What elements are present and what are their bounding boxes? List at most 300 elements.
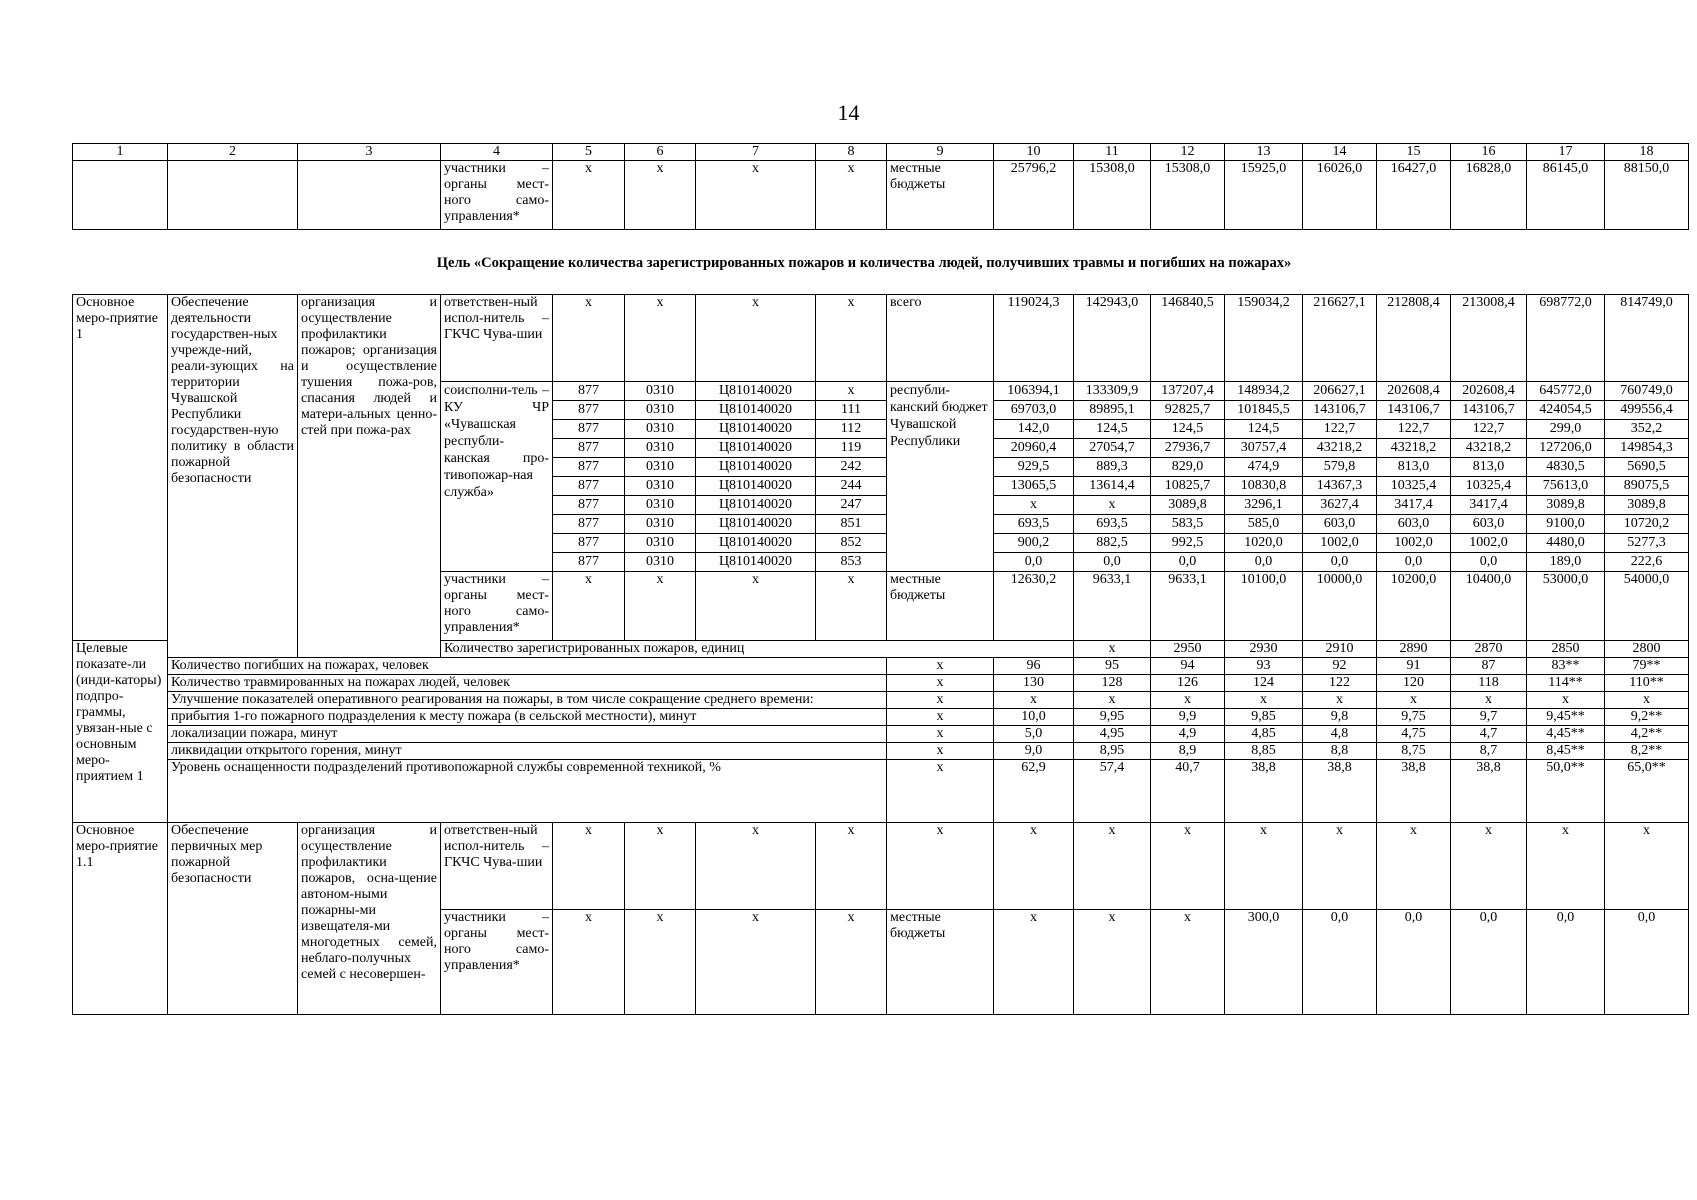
indicator-value-cell: 110** (1605, 675, 1689, 692)
amount-cell: 106394,1 (994, 382, 1074, 401)
indicator-row (73, 675, 1689, 692)
funding-source-cell: местные бюджеты (887, 910, 994, 1015)
code-cell: Ц810140020 (696, 420, 816, 439)
code-cell: 877 (553, 534, 625, 553)
amount-cell: x (1074, 496, 1151, 515)
amount-cell: 698772,0 (1527, 295, 1605, 382)
amount-cell: 9100,0 (1527, 515, 1605, 534)
indicator-name-cell: прибытия 1-го пожарного подразделения к месту пожара (в сельской местности), минут (168, 709, 887, 726)
code-cell: 242 (816, 458, 887, 477)
measure1-responsible-row (73, 295, 1689, 382)
indicator-value-cell: 38,8 (1225, 760, 1303, 823)
indicator-row (73, 658, 1689, 675)
code-cell: 853 (816, 553, 887, 572)
indicator-value-cell: 65,0** (1605, 760, 1689, 823)
indicator-value-cell: 2890 (1377, 641, 1451, 658)
amount-cell: x (1225, 823, 1303, 910)
code-cell: 0310 (625, 477, 696, 496)
indicator-value-cell: 2930 (1225, 641, 1303, 658)
funding-source-cell: республи-канский бюджет Чувашской Республики (887, 382, 994, 572)
amount-cell: 424054,5 (1527, 401, 1605, 420)
amount-cell: x (1074, 823, 1151, 910)
column-number-cell: 12 (1151, 144, 1225, 161)
amount-cell: 3296,1 (1225, 496, 1303, 515)
amount-cell: x (1151, 823, 1225, 910)
amount-cell: 0,0 (1605, 910, 1689, 1015)
indicator-value-cell: 9,95 (1074, 709, 1151, 726)
indicator-value-cell: 2950 (1151, 641, 1225, 658)
amount-cell: 4480,0 (1527, 534, 1605, 553)
indicator-value-cell: 4,45** (1527, 726, 1605, 743)
amount-cell: 9633,1 (1074, 572, 1151, 641)
code-cell: x (625, 161, 696, 230)
amount-cell: 1020,0 (1225, 534, 1303, 553)
code-cell: 877 (553, 553, 625, 572)
column-number-cell: 17 (1527, 144, 1605, 161)
indicator-value-cell: 8,8 (1303, 743, 1377, 760)
amount-cell: 10200,0 (1377, 572, 1451, 641)
indicator-value-cell: x (1074, 692, 1151, 709)
participant-cell: участники – органы мест-ного само-управления* (441, 910, 553, 1015)
amount-cell: 124,5 (1074, 420, 1151, 439)
indicator-value-cell: 4,8 (1303, 726, 1377, 743)
code-cell: x (816, 823, 887, 910)
code-cell: x (816, 295, 887, 382)
amount-cell: 149854,3 (1605, 439, 1689, 458)
indicator-unit-cell: x (1074, 641, 1151, 658)
column-number-cell: 8 (816, 144, 887, 161)
amount-cell: 15308,0 (1151, 161, 1225, 230)
code-cell: Ц810140020 (696, 439, 816, 458)
measure-name-cell: Обеспечение первичных мер пожарной безопасности (168, 823, 298, 1015)
code-cell: 877 (553, 458, 625, 477)
code-cell: 877 (553, 496, 625, 515)
amount-cell: 143106,7 (1451, 401, 1527, 420)
code-cell: 247 (816, 496, 887, 515)
amount-cell: 10325,4 (1451, 477, 1527, 496)
amount-cell: 10100,0 (1225, 572, 1303, 641)
code-cell: x (625, 572, 696, 641)
amount-cell: 10720,2 (1605, 515, 1689, 534)
code-cell: 877 (553, 439, 625, 458)
indicator-value-cell: 83** (1527, 658, 1605, 675)
indicator-name-cell: Количество травмированных на пожарах людей, человек (168, 675, 887, 692)
continuation-row (73, 161, 1689, 230)
indicator-value-cell: 128 (1074, 675, 1151, 692)
indicator-value-cell: 57,4 (1074, 760, 1151, 823)
coexecutor-cell: соисполни-тель – КУ ЧР «Чувашская республи-канская про-тивопожар-ная служба» (441, 382, 553, 572)
column-number-cell: 11 (1074, 144, 1151, 161)
amount-cell: 0,0 (1074, 553, 1151, 572)
indicator-value-cell: 8,75 (1377, 743, 1451, 760)
amount-cell: 30757,4 (1225, 439, 1303, 458)
code-cell: 0310 (625, 401, 696, 420)
indicator-value-cell: 38,8 (1377, 760, 1451, 823)
amount-cell: 10825,7 (1151, 477, 1225, 496)
code-cell: Ц810140020 (696, 553, 816, 572)
amount-cell: 300,0 (1225, 910, 1303, 1015)
indicator-value-cell: 124 (1225, 675, 1303, 692)
indicator-value-cell: x (1527, 692, 1605, 709)
amount-cell: 693,5 (1074, 515, 1151, 534)
indicator-value-cell: 8,45** (1527, 743, 1605, 760)
amount-cell: 122,7 (1377, 420, 1451, 439)
measure11-responsible-row (73, 823, 1689, 910)
indicator-value-cell: 38,8 (1451, 760, 1527, 823)
amount-cell: 5277,3 (1605, 534, 1689, 553)
amount-cell: 89895,1 (1074, 401, 1151, 420)
indicator-value-cell: 126 (1151, 675, 1225, 692)
indicator-value-cell: 96 (994, 658, 1074, 675)
amount-cell: x (1605, 823, 1689, 910)
measure-name-cell: Обеспечение деятельности государствен-ных учрежде-ний, реали-зующих на территории Чувашской Республики государствен-ную политику в области пожарной безопасности (168, 295, 298, 658)
amount-cell: 20960,4 (994, 439, 1074, 458)
indicator-value-cell: 9,2** (1605, 709, 1689, 726)
indicator-value-cell: 50,0** (1527, 760, 1605, 823)
indicator-value-cell: 95 (1074, 658, 1151, 675)
amount-cell: x (1151, 910, 1225, 1015)
indicator-value-cell: 8,7 (1451, 743, 1527, 760)
code-cell: x (553, 161, 625, 230)
amount-cell: 143106,7 (1303, 401, 1377, 420)
code-cell: Ц810140020 (696, 401, 816, 420)
measure-tasks-cell: организация и осуществление профилактики пожаров; организация и осуществление тушения пожа-ров, спасания людей и матери-альных ценно-стей при пожа-рах (298, 295, 441, 658)
amount-cell: 206627,1 (1303, 382, 1377, 401)
indicator-name-cell: ликвидации открытого горения, минут (168, 743, 887, 760)
code-cell: Ц810140020 (696, 534, 816, 553)
amount-cell: x (994, 910, 1074, 1015)
code-cell: 877 (553, 477, 625, 496)
amount-cell: 603,0 (1303, 515, 1377, 534)
indicator-value-cell: 9,8 (1303, 709, 1377, 726)
amount-cell: 25796,2 (994, 161, 1074, 230)
participant-cell: участники – органы мест-ного само-управления* (441, 161, 553, 230)
amount-cell: 92825,7 (1151, 401, 1225, 420)
indicator-row (73, 726, 1689, 743)
indicator-value-cell: x (1303, 692, 1377, 709)
amount-cell: 122,7 (1451, 420, 1527, 439)
column-number-cell: 4 (441, 144, 553, 161)
amount-cell: 15925,0 (1225, 161, 1303, 230)
indicator-name-cell: Улучшение показателей оперативного реагирования на пожары, в том числе сокращение среднего времени: (168, 692, 887, 709)
code-cell: x (696, 910, 816, 1015)
amount-cell: 4830,5 (1527, 458, 1605, 477)
column-number-cell: 7 (696, 144, 816, 161)
amount-cell: 0,0 (1451, 553, 1527, 572)
indicator-name-cell: Уровень оснащенности подразделений противопожарной службы современной техникой, % (168, 760, 887, 823)
status-cell: Основное меро-приятие 1 (73, 295, 168, 641)
amount-cell: x (1377, 823, 1451, 910)
amount-cell: 14367,3 (1303, 477, 1377, 496)
indicator-value-cell: 118 (1451, 675, 1527, 692)
code-cell: 0310 (625, 496, 696, 515)
amount-cell: x (1451, 823, 1527, 910)
indicator-value-cell: 122 (1303, 675, 1377, 692)
indicator-value-cell: 38,8 (1303, 760, 1377, 823)
indicator-value-cell: 9,45** (1527, 709, 1605, 726)
amount-cell: 0,0 (1377, 910, 1451, 1015)
amount-cell: 54000,0 (1605, 572, 1689, 641)
column-number-cell: 10 (994, 144, 1074, 161)
amount-cell: 1002,0 (1303, 534, 1377, 553)
code-cell: Ц810140020 (696, 382, 816, 401)
column-number-cell: 5 (553, 144, 625, 161)
indicator-value-cell: 4,95 (1074, 726, 1151, 743)
code-cell: x (553, 910, 625, 1015)
code-cell: 877 (553, 401, 625, 420)
amount-cell: 1002,0 (1451, 534, 1527, 553)
amount-cell: 86145,0 (1527, 161, 1605, 230)
amount-cell: 352,2 (1605, 420, 1689, 439)
indicator-row (73, 760, 1689, 823)
amount-cell: 645772,0 (1527, 382, 1605, 401)
code-cell: 877 (553, 515, 625, 534)
funding-source-cell: местные бюджеты (887, 161, 994, 230)
amount-cell: 101845,5 (1225, 401, 1303, 420)
amount-cell: 882,5 (1074, 534, 1151, 553)
funding-source-cell: всего (887, 295, 994, 382)
indicator-unit-cell: x (887, 743, 994, 760)
column-number-row (73, 144, 1689, 161)
amount-cell: 53000,0 (1527, 572, 1605, 641)
indicator-value-cell: 4,75 (1377, 726, 1451, 743)
amount-cell: 212808,4 (1377, 295, 1451, 382)
amount-cell: 69703,0 (994, 401, 1074, 420)
amount-cell: 3089,8 (1527, 496, 1605, 515)
budget-table-main (72, 294, 1689, 1015)
column-number-cell: 9 (887, 144, 994, 161)
indicators-label-cell: Целевые показате-ли (инди-каторы) подпро-граммы, увязан-ные с основным меро-приятием 1 (73, 641, 168, 823)
code-cell: Ц810140020 (696, 477, 816, 496)
code-cell: x (696, 295, 816, 382)
amount-cell: 0,0 (1451, 910, 1527, 1015)
code-cell: x (625, 910, 696, 1015)
amount-cell: 3089,8 (1151, 496, 1225, 515)
indicator-value-cell: x (994, 692, 1074, 709)
code-cell: 852 (816, 534, 887, 553)
amount-cell: 27054,7 (1074, 439, 1151, 458)
indicator-value-cell: 9,0 (994, 743, 1074, 760)
code-cell: x (553, 572, 625, 641)
indicator-value-cell: 92 (1303, 658, 1377, 675)
amount-cell: 15308,0 (1074, 161, 1151, 230)
amount-cell: 216627,1 (1303, 295, 1377, 382)
indicator-unit-cell: x (887, 658, 994, 675)
amount-cell: 148934,2 (1225, 382, 1303, 401)
amount-cell: 0,0 (1151, 553, 1225, 572)
measure-tasks-cell: организация и осуществление профилактики пожаров, осна-щение автоном-ными пожарны-ми извещателя-ми многодетных семей, неблаго-получных семей с несовершен- (298, 823, 441, 1015)
amount-cell: 88150,0 (1605, 161, 1689, 230)
amount-cell: 0,0 (1303, 553, 1377, 572)
code-cell: x (625, 295, 696, 382)
indicator-value-cell: 40,7 (1151, 760, 1225, 823)
amount-cell: 10000,0 (1303, 572, 1377, 641)
indicator-unit-cell: x (887, 692, 994, 709)
column-number-cell: 3 (298, 144, 441, 161)
code-cell: 111 (816, 401, 887, 420)
code-cell: x (816, 910, 887, 1015)
amount-cell: 146840,5 (1151, 295, 1225, 382)
amount-cell: 142,0 (994, 420, 1074, 439)
indicator-value-cell: 4,9 (1151, 726, 1225, 743)
indicator-value-cell: 94 (1151, 658, 1225, 675)
code-cell: Ц810140020 (696, 496, 816, 515)
amount-cell: 0,0 (1303, 910, 1377, 1015)
indicator-value-cell: 4,85 (1225, 726, 1303, 743)
column-number-cell: 18 (1605, 144, 1689, 161)
code-cell: Ц810140020 (696, 458, 816, 477)
amount-cell: 585,0 (1225, 515, 1303, 534)
code-cell: x (696, 161, 816, 230)
amount-cell: 0,0 (994, 553, 1074, 572)
amount-cell: 829,0 (1151, 458, 1225, 477)
amount-cell: 202608,4 (1451, 382, 1527, 401)
amount-cell: 3089,8 (1605, 496, 1689, 515)
amount-cell: 189,0 (1527, 553, 1605, 572)
amount-cell: 3627,4 (1303, 496, 1377, 515)
amount-cell: 579,8 (1303, 458, 1377, 477)
indicator-name-cell: локализации пожара, минут (168, 726, 887, 743)
amount-cell: 222,6 (1605, 553, 1689, 572)
code-cell: 0310 (625, 534, 696, 553)
indicator-value-cell: 8,95 (1074, 743, 1151, 760)
code-cell: 0310 (625, 382, 696, 401)
code-cell: x (816, 382, 887, 401)
amount-cell: 693,5 (994, 515, 1074, 534)
indicator-value-cell: 62,9 (994, 760, 1074, 823)
indicator-value-cell: 4,2** (1605, 726, 1689, 743)
indicator-value-cell: 79** (1605, 658, 1689, 675)
code-cell: 0310 (625, 439, 696, 458)
indicator-unit-cell: x (887, 675, 994, 692)
indicator-value-cell: 130 (994, 675, 1074, 692)
indicator-value-cell: 10,0 (994, 709, 1074, 726)
amount-cell: 43218,2 (1451, 439, 1527, 458)
amount-cell: 0,0 (1377, 553, 1451, 572)
indicator-value-cell: 87 (1451, 658, 1527, 675)
amount-cell: 992,5 (1151, 534, 1225, 553)
amount-cell: 813,0 (1377, 458, 1451, 477)
code-cell: 119 (816, 439, 887, 458)
code-cell: 0310 (625, 458, 696, 477)
code-cell: x (696, 572, 816, 641)
code-cell: Ц810140020 (696, 515, 816, 534)
column-number-cell: 15 (1377, 144, 1451, 161)
indicator-unit-cell: x (887, 709, 994, 726)
indicator-value-cell: 2910 (1303, 641, 1377, 658)
indicator-value-cell: x (1451, 692, 1527, 709)
status-cell: Основное меро-приятие 1.1 (73, 823, 168, 1015)
amount-cell: x (1303, 823, 1377, 910)
indicator-value-cell: x (1225, 692, 1303, 709)
indicator-row (73, 709, 1689, 726)
code-cell: x (816, 161, 887, 230)
column-number-cell: 14 (1303, 144, 1377, 161)
code-cell: x (816, 572, 887, 641)
amount-cell: 3417,4 (1451, 496, 1527, 515)
amount-cell: 89075,5 (1605, 477, 1689, 496)
indicator-value-cell: 9,75 (1377, 709, 1451, 726)
column-number-cell: 6 (625, 144, 696, 161)
indicator-value-cell: x (1377, 692, 1451, 709)
amount-cell: 133309,9 (1074, 382, 1151, 401)
amount-cell: 75613,0 (1527, 477, 1605, 496)
amount-cell: 159034,2 (1225, 295, 1303, 382)
code-cell: 877 (553, 420, 625, 439)
indicator-value-cell: 2850 (1527, 641, 1605, 658)
amount-cell: 5690,5 (1605, 458, 1689, 477)
amount-cell: 202608,4 (1377, 382, 1451, 401)
amount-cell: 43218,2 (1303, 439, 1377, 458)
indicator-value-cell: 2870 (1451, 641, 1527, 658)
code-cell: x (625, 823, 696, 910)
indicator-value-cell: 8,2** (1605, 743, 1689, 760)
amount-cell: 603,0 (1451, 515, 1527, 534)
indicator-unit-cell: x (887, 760, 994, 823)
indicator-value-cell: 114** (1527, 675, 1605, 692)
code-cell: 0310 (625, 515, 696, 534)
amount-cell: 583,5 (1151, 515, 1225, 534)
amount-cell: 124,5 (1151, 420, 1225, 439)
column-number-cell: 16 (1451, 144, 1527, 161)
code-cell: 0310 (625, 420, 696, 439)
code-cell: 851 (816, 515, 887, 534)
responsible-executor-cell: ответствен-ный испол-нитель – ГКЧС Чува-шии (441, 295, 553, 382)
amount-cell: 43218,2 (1377, 439, 1451, 458)
amount-cell: 499556,4 (1605, 401, 1689, 420)
code-cell: x (696, 823, 816, 910)
indicator-value-cell: 2800 (1605, 641, 1689, 658)
amount-cell: 10400,0 (1451, 572, 1527, 641)
amount-cell: 813,0 (1451, 458, 1527, 477)
indicator-value-cell: 120 (1377, 675, 1451, 692)
amount-cell: 137207,4 (1151, 382, 1225, 401)
amount-cell: 10830,8 (1225, 477, 1303, 496)
amount-cell: 27936,7 (1151, 439, 1225, 458)
amount-cell: 889,3 (1074, 458, 1151, 477)
amount-cell: 603,0 (1377, 515, 1451, 534)
amount-cell: 13065,5 (994, 477, 1074, 496)
indicator-value-cell: 5,0 (994, 726, 1074, 743)
code-cell: 877 (553, 382, 625, 401)
amount-cell: 16026,0 (1303, 161, 1377, 230)
indicator-value-cell: 8,85 (1225, 743, 1303, 760)
indicator-value-cell: x (1605, 692, 1689, 709)
budget-table-continuation (72, 143, 1689, 230)
indicator-value-cell: 8,9 (1151, 743, 1225, 760)
amount-cell: 9633,1 (1151, 572, 1225, 641)
responsible-executor-cell: ответствен-ный испол-нитель – ГКЧС Чува-шии (441, 823, 553, 910)
code-cell: 0310 (625, 553, 696, 572)
amount-cell: 127206,0 (1527, 439, 1605, 458)
amount-cell: 0,0 (1527, 910, 1605, 1015)
indicator-name-cell: Количество зарегистрированных пожаров, единиц (441, 641, 1074, 658)
goal-heading: Цель «Сокращение количества зарегистрированных пожаров и количества людей, получивших травмы и погибших на пожарах» (436, 255, 1292, 271)
code-cell: x (553, 823, 625, 910)
indicator-value-cell: 9,9 (1151, 709, 1225, 726)
indicator-name-cell: Количество погибших на пожарах, человек (168, 658, 887, 675)
participant-cell: участники – органы мест-ного само-управления* (441, 572, 553, 641)
amount-cell: 119024,3 (994, 295, 1074, 382)
column-number-cell: 13 (1225, 144, 1303, 161)
amount-cell: 10325,4 (1377, 477, 1451, 496)
indicator-value-cell: 9,7 (1451, 709, 1527, 726)
amount-cell: 142943,0 (1074, 295, 1151, 382)
amount-cell: x (994, 823, 1074, 910)
amount-cell: 3417,4 (1377, 496, 1451, 515)
amount-cell: 16427,0 (1377, 161, 1451, 230)
amount-cell: 16828,0 (1451, 161, 1527, 230)
